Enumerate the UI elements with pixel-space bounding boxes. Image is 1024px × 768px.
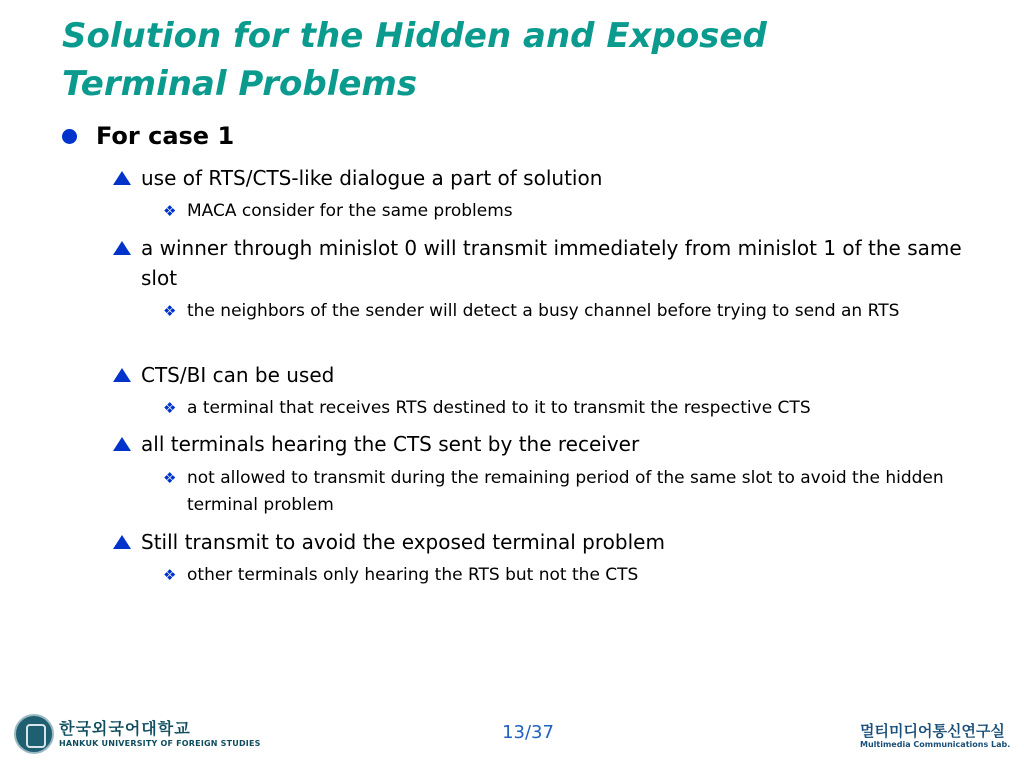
bullet-item-text: Still transmit to avoid the exposed terminal problem [141,530,665,554]
sub-bullet-text: other terminals only hearing the RTS but not the CTS [187,565,639,585]
bullet-item [113,233,973,293]
bullet-item-text: a winner through minislot 0 will transmit immediately from minislot 1 of the same slot [141,236,962,290]
slide-title-line-1: Solution for the Hidden and Exposed [62,16,767,56]
university-logo [14,714,261,758]
university-name-korean: 한국외국어대학교 [59,719,191,738]
bullet-item [113,163,973,193]
diamond-bullet-icon: ❖ [163,469,177,487]
sub-bullet-item [163,395,963,422]
university-name-english: HANKUK UNIVERSITY OF FOREIGN STUDIES [59,739,261,748]
lab-name-korean: 멀티미디어통신연구실 [860,722,1005,740]
sub-bullet-text: the neighbors of the sender will detect a busy channel before trying to send an RTS [187,301,900,321]
bullet-item [113,360,973,390]
diamond-bullet-icon: ❖ [163,202,177,220]
sub-bullet-text: not allowed to transmit during the remaining period of the same slot to avoid the hidden terminal problem [187,468,944,515]
triangle-bullet-icon [113,535,131,549]
slide-title-line-2: Terminal Problems [62,64,418,104]
bullet-item-text: CTS/BI can be used [141,363,335,387]
page-number: 13/37 [502,722,554,743]
triangle-bullet-icon [113,171,131,185]
triangle-bullet-icon [113,368,131,382]
sub-bullet-item [163,465,963,519]
bullet-item [113,429,973,459]
heading-text: For case 1 [96,122,235,150]
lab-logo [860,720,1010,754]
triangle-bullet-icon [113,437,131,451]
bullet-item [113,527,973,557]
circle-bullet-icon [62,129,77,144]
bullet-item-text: all terminals hearing the CTS sent by the receiver [141,432,640,456]
diamond-bullet-icon: ❖ [163,399,177,417]
sub-bullet-item [163,562,963,589]
diamond-bullet-icon: ❖ [163,566,177,584]
diamond-bullet-icon: ❖ [163,302,177,320]
sub-bullet-item [163,298,963,325]
slide-title [62,12,962,108]
bullet-item-text: use of RTS/CTS-like dialogue a part of solution [141,166,603,190]
lab-name-english: Multimedia Communications Lab. [860,740,1011,749]
sub-bullet-text: MACA consider for the same problems [187,201,513,221]
university-seal-icon [14,714,54,754]
sub-bullet-text: a terminal that receives RTS destined to it to transmit the respective CTS [187,398,811,418]
sub-bullet-item [163,198,963,225]
triangle-bullet-icon [113,241,131,255]
